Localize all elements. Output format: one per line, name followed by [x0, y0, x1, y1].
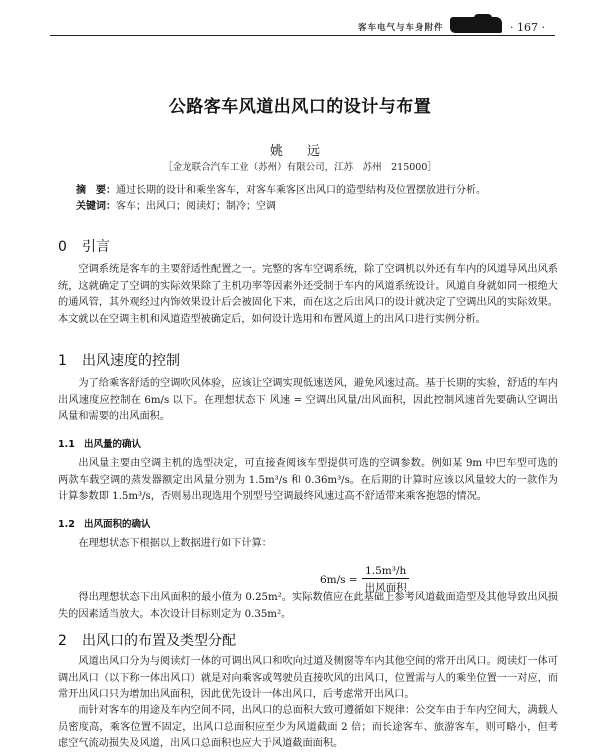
paragraph-intro: 空调系统是客车的主要舒适性配置之一。完整的客车空调系统，除了空调机以外还有车内的风道导风出风系统，这就确定了空调的实际效果除了主机功率等因素外还受制于车内的风道系统设计。风道自身就如同一根绝大的通风管，其外观经过内饰效果设计后会被固化下来，而在这之后出风口的设计就决定了空调出风的实际效果。本文就以在空调主机和风道造型被确定后，如何设计选用和布置风道上的出风口进行实例分析。	[58, 264, 558, 325]
subsection-heading-1-1	[58, 436, 141, 450]
author-affiliation: ［金龙联合汽车工业（苏州）有限公司，江苏 苏州 215000］	[163, 162, 437, 173]
page-number: · 167 ·	[510, 21, 545, 34]
paragraph-speed-control: 为了给乘客舒适的空调吹风体验，应该让空调实现低速送风，避免风速过高。基于长期的实验，舒适的车内出风速度应控制在 6m/s 以下。在理想状态下 风速 = 空调出风量/出风面积，因此控制风速首先要确认空调出风量和需要的出风面积。	[58, 378, 558, 422]
keywords-line	[76, 199, 576, 215]
equation-denominator: 出风面积	[364, 582, 407, 594]
abstract-label: 摘 要：	[76, 185, 116, 196]
section-heading-0	[58, 236, 110, 256]
journal-name: 客车电气与车身附件	[358, 23, 444, 33]
section-title: 引言	[82, 239, 110, 255]
running-header	[0, 20, 600, 40]
subsection-title: 出风面积的确认	[84, 519, 151, 530]
section-number: 0	[58, 239, 67, 255]
abstract-line	[76, 183, 576, 199]
subsection-number: 1.2	[58, 519, 75, 530]
section-title: 出风速度的控制	[82, 353, 180, 369]
section-heading-1	[58, 350, 180, 370]
paragraph-area-intro: 在理想状态下根据以上数据进行如下计算：	[78, 538, 272, 549]
section-heading-2	[58, 630, 236, 650]
abstract-block	[76, 183, 576, 215]
paragraph-outlet-types: 风道出风口分为与阅读灯一体的可调出风口和吹向过道及侧窗等车内其他空间的常开出风口。阅读灯一体可调出风口（以下称一体出风口）就是对向乘客或驾驶员直接吹风的出风口，位置需与人的乘坐位置一一对应，而常开出风口只为增加出风面积，因此优先设计一体出风口，后考虑常开出风口。	[58, 656, 558, 700]
paper-title: 公路客车风道出风口的设计与布置	[168, 97, 432, 117]
keywords-label: 关键词：	[76, 201, 116, 212]
abstract-text: 通过长期的设计和乘坐客车，对客车乘客区出风口的造型结构及位置摆放进行分析。	[116, 185, 486, 196]
section-title: 出风口的布置及类型分配	[82, 633, 236, 649]
scan-ink-blot-small	[474, 14, 492, 22]
paragraph-airflow: 出风量主要由空调主机的选型决定，可直接查阅该车型提供可选的空调参数。例如某 9m 中巴车型可选的两款车载空调的蒸发器额定出风量分别为 1.5m³/s 和 0.36m³/s。在后期的计算时应该以风量较大的一款作为计算参数即 1.5m³/s，否则易出现选用个别型号空调最终风速过高不舒适带来乘客抱怨的情况。	[58, 458, 558, 502]
section-number: 2	[58, 633, 67, 649]
author-name: 姚 远	[269, 144, 331, 159]
paragraph-outlet-area: 而针对客车的用途及车内空间不同，出风口的总面积大致可遵循如下规律：公交车由于车内空间大，满载人员密度高，乘客位置不固定，出风口总面积应至少为风道截面 2 倍；而长途客车、旅游客车，则可略小，但考虑空气流动损失及风道，出风口总面积也应大于风道截面面积。	[58, 705, 558, 749]
section-number: 1	[58, 353, 67, 369]
subsection-title: 出风量的确认	[84, 439, 142, 450]
paragraph-area-result: 得出理想状态下出风面积的最小值为 0.25m²。实际数值应在此基础上参考风道截面造型及其他导致出风损失的因素适当放大。本次设计目标则定为 0.35m²。	[58, 592, 558, 620]
equation-numerator: 1.5m³/h	[362, 565, 409, 579]
subsection-heading-1-2	[58, 516, 151, 530]
equation-lhs: 6m/s =	[320, 574, 358, 586]
subsection-number: 1.1	[58, 439, 75, 450]
header-rule	[50, 35, 555, 36]
keywords-text: 客车；出风口；阅读灯；制冷；空调	[116, 201, 276, 212]
